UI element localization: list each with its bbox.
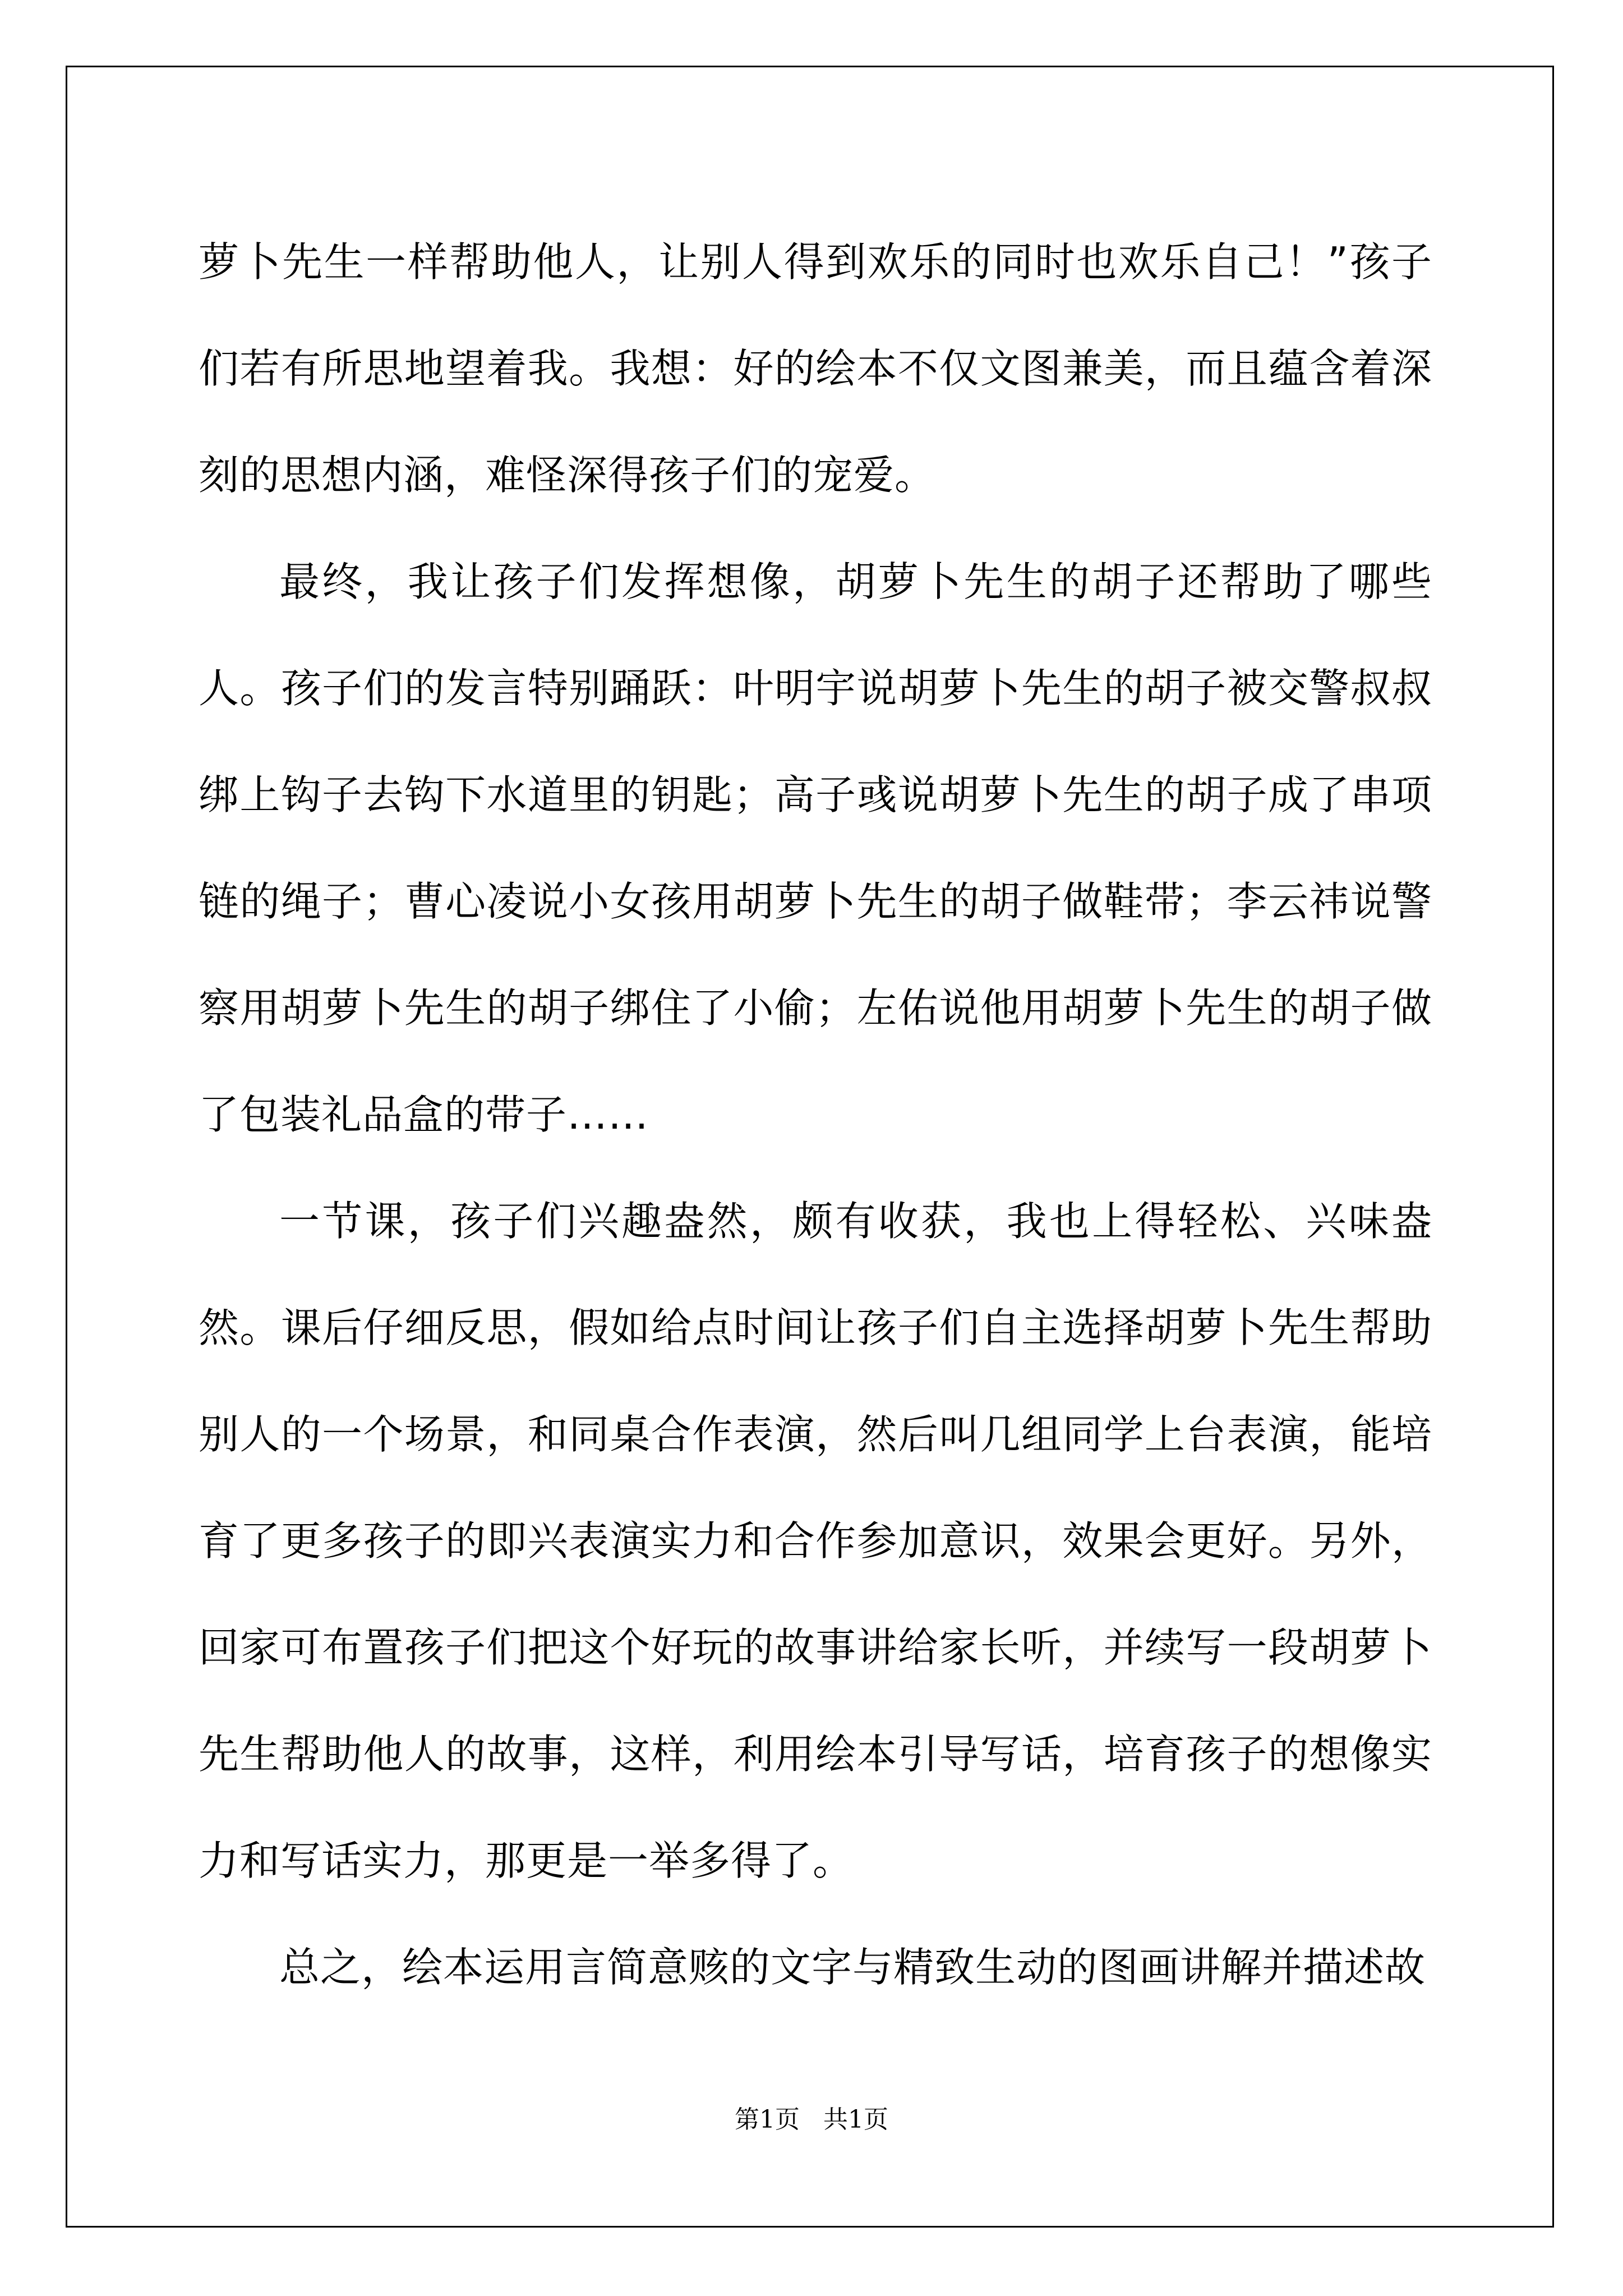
paragraph-1: 萝卜先生一样帮助他人，让别人得到欢乐的同时也欢乐自己！”孩子们若有所思地望着我。我想：好的绘本不仅文图兼美，而且蕴含着深刻的思想内涵，难怪深得孩子们的宠爱。 — [199, 238, 1432, 499]
paragraph-4: 总之，绘本运用言简意赅的文字与精致生动的图画讲解并描述故 — [279, 1944, 1426, 1991]
page-footer: 第1页 共1页 — [735, 2105, 888, 2134]
paragraph-2: 最终，我让孩子们发挥想像，胡萝卜先生的胡子还帮助了哪些人。孩子们的发言特别踊跃：叶明宇说胡萝卜先生的胡子被交警叔叔绑上钩子去钩下水道里的钥匙；高子彧说胡萝卜先生的胡子成了串项链的绳子；曹心凌说小女孩用胡萝卜先生的胡子做鞋带；李云祎说警察用胡萝卜先生的胡子绑住了小偷；左佑说他用胡萝卜先生的胡子做了包装礼品盒的带子…… — [199, 558, 1432, 1138]
paragraph-3: 一节课，孩子们兴趣盎然，颇有收获，我也上得轻松、兴味盎然。课后仔细反思，假如给点时间让孩子们自主选择胡萝卜先生帮助别人的一个场景，和同桌合作表演，然后叫几组同学上台表演，能培育了更多孩子的即兴表演实力和合作参加意识，效果会更好。另外，回家可布置孩子们把这个好玩的故事讲给家长听，并续写一段胡萝卜先生帮助他人的故事，这样，利用绘本引导写话，培育孩子的想像实力和写话实力，那更是一举多得了。 — [199, 1198, 1432, 1884]
document-body — [199, 209, 1432, 2021]
